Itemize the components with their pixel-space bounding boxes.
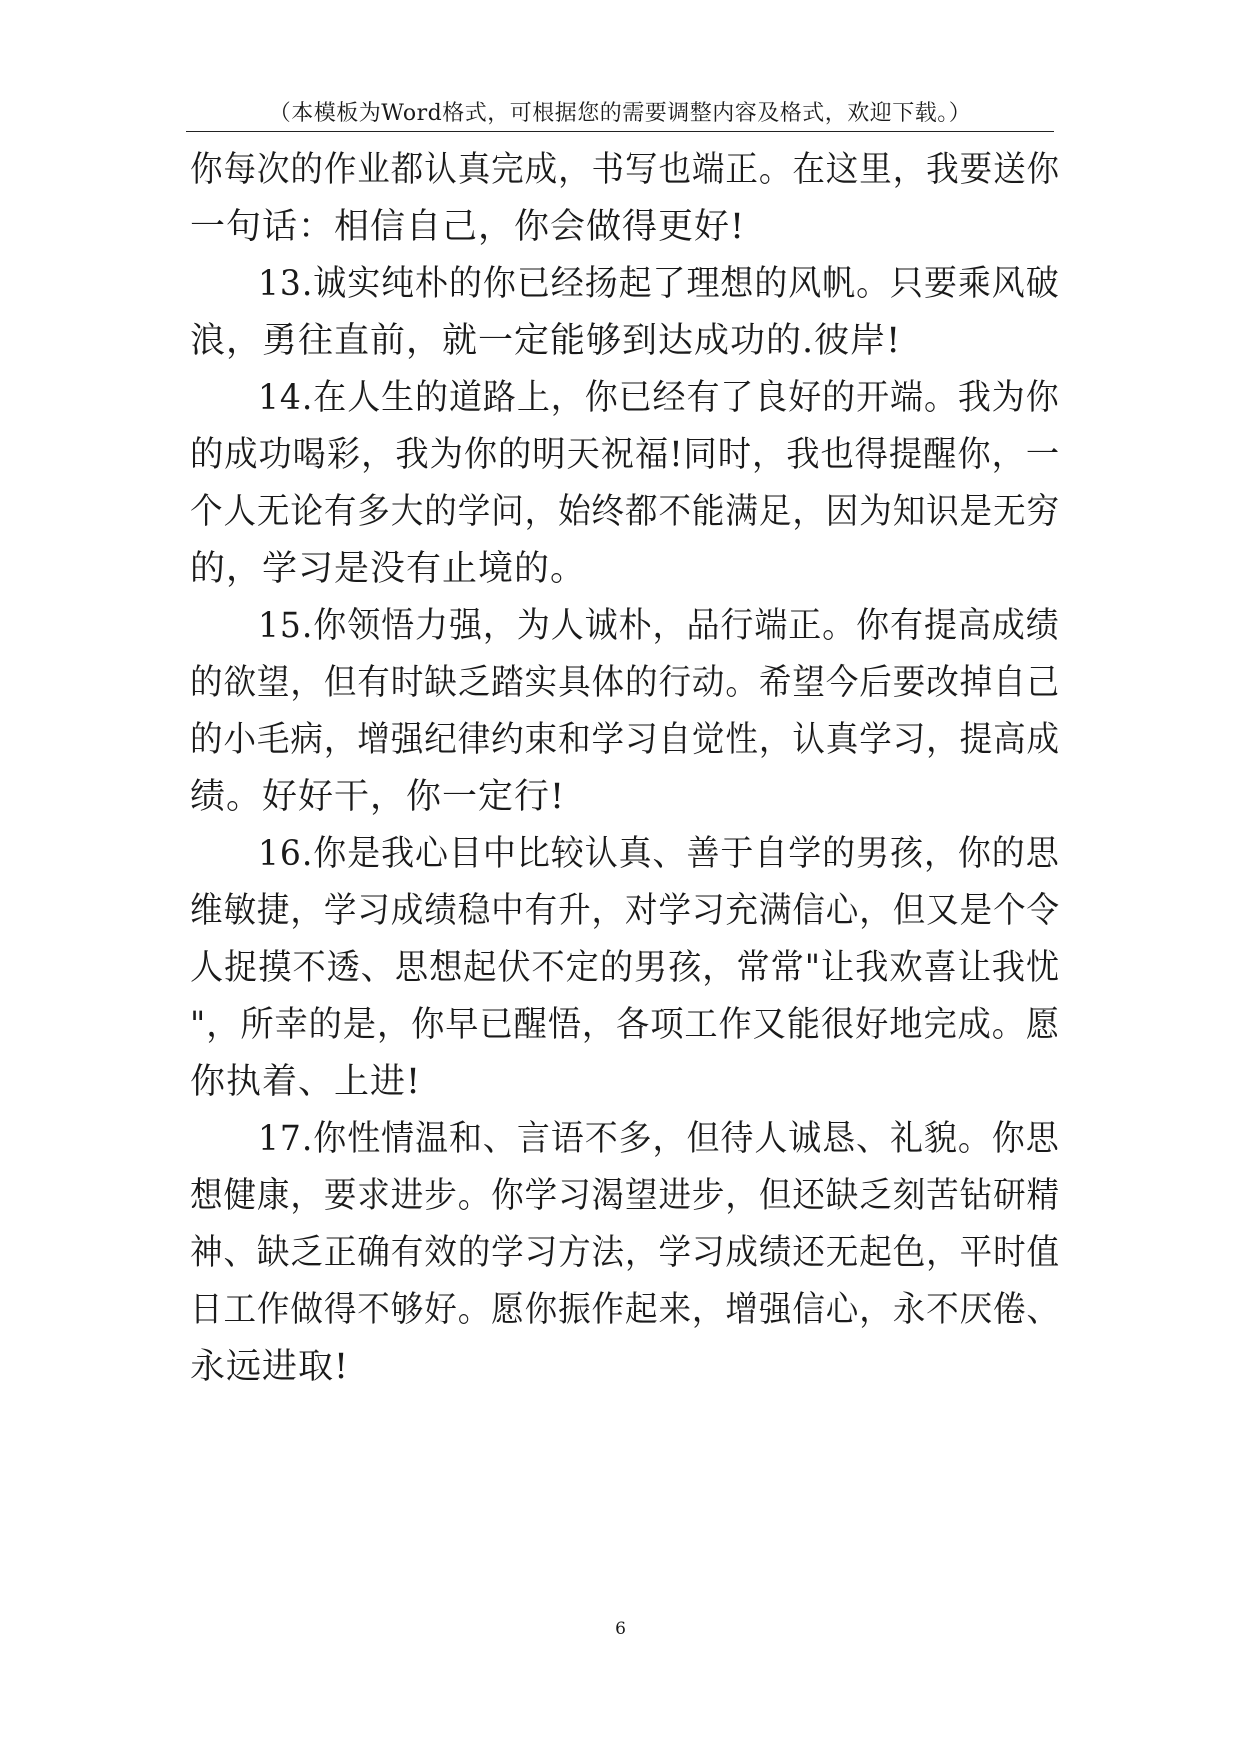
body-line: 你执着、上进!	[190, 1062, 422, 1102]
body-line: 日工作做得不够好。愿你振作起来，增强信心，永不厌倦、	[190, 1290, 1061, 1330]
body-line: 浪，勇往直前，就一定能够到达成功的.彼岸!	[190, 321, 902, 361]
paragraph-15-start: 15.你领悟力强，为人诚朴，品行端正。你有提高成绩	[258, 606, 1060, 646]
paragraph-16-start: 16.你是我心目中比较认真、善于自学的男孩，你的思	[258, 834, 1060, 874]
body-line: 维敏捷，学习成绩稳中有升，对学习充满信心，但又是个令	[190, 891, 1061, 931]
body-line: 绩。好好干，你一定行!	[190, 777, 566, 817]
paragraph-14-start: 14.在人生的道路上，你已经有了良好的开端。我为你	[258, 378, 1060, 418]
page-number: 6	[615, 1619, 626, 1639]
body-line: 人捉摸不透、思想起伏不定的男孩，常常"让我欢喜让我忧	[190, 948, 1061, 988]
paragraph-13-start: 13.诚实纯朴的你已经扬起了理想的风帆。只要乘风破	[258, 264, 1060, 304]
body-line: 的成功喝彩，我为你的明天祝福!同时，我也得提醒你，一	[190, 435, 1061, 475]
template-note: （本模板为Word格式，可根据您的需要调整内容及格式，欢迎下载。）	[268, 101, 972, 126]
body-line: 神、缺乏正确有效的学习方法，学习成绩还无起色，平时值	[190, 1233, 1061, 1273]
body-line: 的欲望，但有时缺乏踏实具体的行动。希望今后要改掉自己	[190, 663, 1061, 703]
body-line: 你每次的作业都认真完成，书写也端正。在这里，我要送你	[190, 150, 1061, 190]
body-line: 想健康，要求进步。你学习渴望进步，但还缺乏刻苦钻研精	[190, 1176, 1061, 1216]
body-line: 个人无论有多大的学问，始终都不能满足，因为知识是无穷	[190, 492, 1061, 532]
body-line: 一句话：相信自己，你会做得更好!	[190, 207, 746, 247]
body-line: 的小毛病，增强纪律约束和学习自觉性，认真学习，提高成	[190, 720, 1061, 760]
paragraph-17-start: 17.你性情温和、言语不多，但待人诚恳、礼貌。你思	[258, 1119, 1060, 1159]
body-line: "，所幸的是，你早已醒悟，各项工作又能很好地完成。愿	[190, 1005, 1061, 1045]
body-line: 的，学习是没有止境的。	[190, 549, 587, 589]
body-line: 永远进取!	[190, 1347, 350, 1387]
